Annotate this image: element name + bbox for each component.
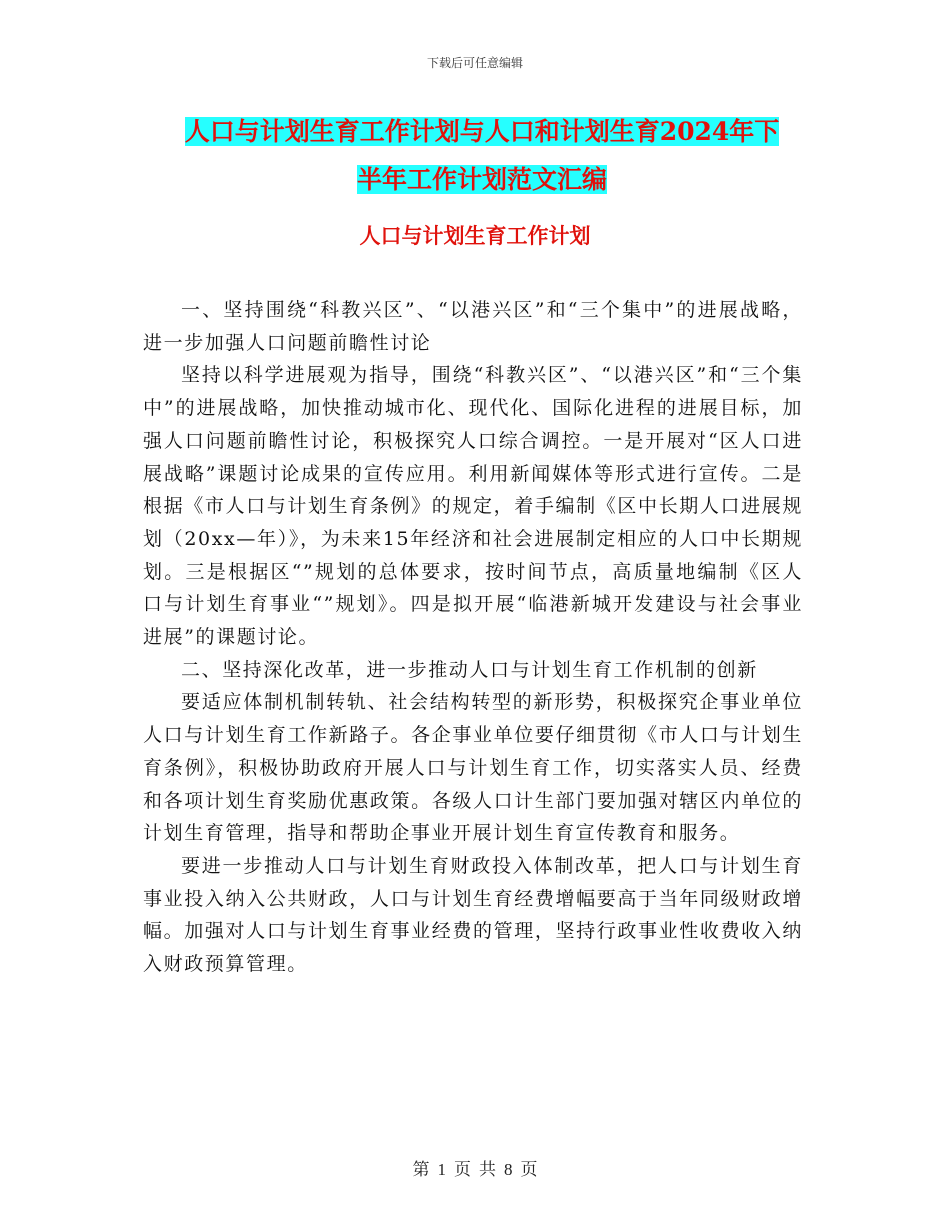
footer-label-of: 页 — [454, 1160, 471, 1179]
paragraph: 要适应体制机制转轨、社会结构转型的新形势，积极探究企事业单位人口与计划生育工作新路子。各企事业单位要仔细贯彻《市人口与计划生育条例》，积极协助政府开展人口与计划生育工作，切实落实人员、经费和各项计划生育奖励优惠政策。各级人口计生部门要加强对辖区内单位的计划生育管理，指导和帮助企事业开展计划生育宣传教育和服务。 — [143, 691, 803, 845]
page-number-footer — [0, 1155, 950, 1180]
footer-label-end: 页 — [520, 1160, 538, 1179]
document-title-line-2: 半年工作计划范文汇编 — [356, 165, 607, 194]
total-page-count: 8 — [504, 1160, 513, 1179]
section-title: 人口与计划生育工作计划 — [359, 223, 591, 248]
document-body — [143, 294, 803, 981]
document-title — [142, 108, 822, 204]
footer-label-page: 第 — [412, 1160, 430, 1179]
footer-label-total: 共 — [479, 1160, 496, 1179]
current-page-number: 1 — [437, 1160, 446, 1179]
paragraph: 坚持以科学进展观为指导，围绕“科教兴区”、“以港兴区”和“三个集中”的进展战略，加快推动城市化、现代化、国际化进程的进展目标，加强人口问题前瞻性讨论，积极探究人口综合调控。一是开展对“区人口进展战略”课题讨论成果的宣传应用。利用新闻媒体等形式进行宣传。二是根据《市人口与计划生育条例》的规定，着手编制《区中长期人口进展规划（20xx—年）》，为未来15年经济和社会进展制定相应的人口中长期规划。三是根据区“”规划的总体要求，按时间节点，高质量地编制《区人口与计划生育事业“”规划》。四是拟开展“临港新城开发建设与社会事业进展”的课题讨论。 — [143, 364, 803, 649]
document-title-line-1: 人口与计划生育工作计划与人口和计划生育2024年下 — [184, 117, 780, 146]
page-header-note: 下载后可任意编辑 — [426, 56, 523, 70]
paragraph: 要进一步推动人口与计划生育财政投入体制改革，把人口与计划生育事业投入纳入公共财政，人口与计划生育经费增幅要高于当年同级财政增幅。加强对人口与计划生育事业经费的管理，坚持行政事业性收费收入纳入财政预算管理。 — [143, 854, 803, 976]
paragraph-heading-2: 二、坚持深化改革，进一步推动人口与计划生育工作机制的创新 — [181, 658, 758, 681]
paragraph-heading-1: 一、坚持围绕“科教兴区”、“以港兴区”和“三个集中”的进展战略，进一步加强人口问题前瞻性讨论 — [143, 299, 803, 354]
